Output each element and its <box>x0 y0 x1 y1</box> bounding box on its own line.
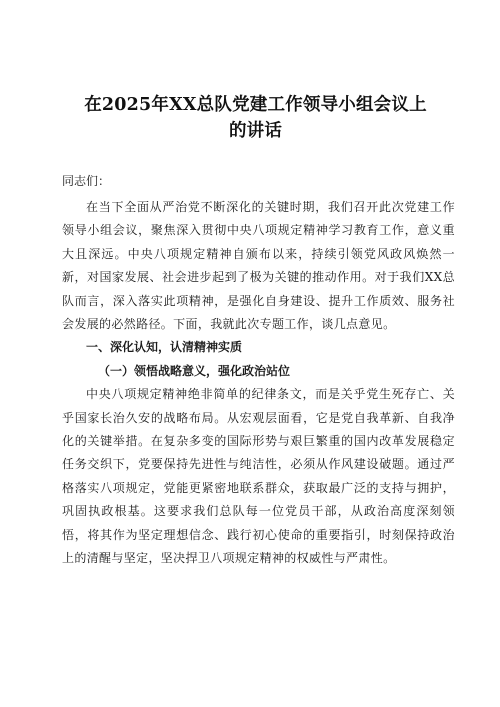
document-title-line-1: 在2025年XX总队党建工作领导小组会议上 <box>84 95 427 115</box>
body-paragraph-1: 中央八项规定精神绝非简单的纪律条文，而是关乎党生死存亡、关乎国家长治久安的战略布局。从宏观层面看，它是党自我革新、自我净化的关键举措。在复杂多变的国际形势与艰巨繁重的国内改革发展稳定任务交织下，党要保持先进性与纯洁性，必须从作风建设破题。通过严格落实八项规定，党能更紧密地联系群众，获取最广泛的支持与拥护，巩固执政根基。这要求我们总队每一位党员干部，从政治高度深刻领悟，将其作为坚定理想信念、践行初心使命的重要指引，时刻保持政治上的清醒与坚定，坚决捍卫八项规定精神的权威性与严肃性。 <box>62 387 455 566</box>
intro-paragraph: 在当下全面从严治党不断深化的关键时期，我们召开此次党建工作领导小组会议，聚焦深入贯彻中央八项规定精神学习教育工作，意义重大且深远。中央八项规定精神自颁布以来，持续引领党风政风焕然一新，对国家发展、社会进步起到了极为关键的推动作用。对于我们XX总队而言，深入落实此项精神，是强化自身建设、提升工作质效、服务社会发展的必然路径。下面，我就此次专题工作，谈几点意见。 <box>62 200 455 332</box>
subsection-heading-1: （一）领悟战略意义，强化政治站位 <box>98 363 291 378</box>
section-heading-1: 一、深化认知，认清精神实质 <box>86 340 243 355</box>
document-title-line-2: 的讲话 <box>228 121 283 141</box>
greeting: 同志们： <box>62 174 111 188</box>
document-title <box>62 92 455 144</box>
